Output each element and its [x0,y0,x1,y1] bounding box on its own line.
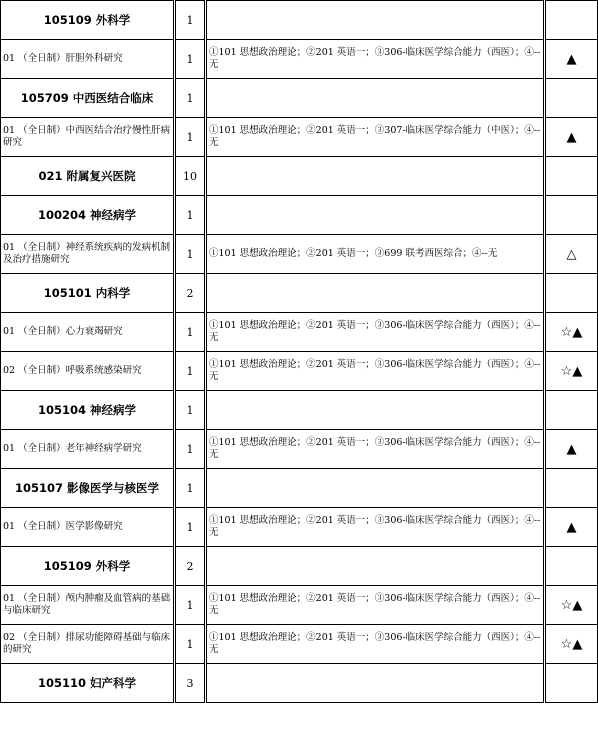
research-direction: 01 （全日制）老年神经病学研究 [1,430,175,469]
exam-subjects: ①101 思想政治理论；②201 英语一；③306-临床医学综合能力（西医）；④--无 [206,625,545,664]
table-row [1,508,598,547]
table-row [1,118,598,157]
enrollment-count: 1 [175,79,206,118]
exam-subjects: ①101 思想政治理论；②201 英语一；③306-临床医学综合能力（西医）；④--无 [206,40,545,79]
exam-subjects [206,469,545,508]
enrollment-count: 1 [175,391,206,430]
exam-subjects [206,1,545,40]
exam-subjects [206,157,545,196]
major-title: 105109 外科学 [1,547,175,586]
enrollment-count: 2 [175,274,206,313]
table-row [1,196,598,235]
table-row [1,235,598,274]
research-direction: 01 （全日制）心力衰竭研究 [1,313,175,352]
remark-mark [545,157,598,196]
enrollment-count: 1 [175,196,206,235]
enrollment-count: 1 [175,430,206,469]
exam-subjects [206,274,545,313]
exam-subjects [206,196,545,235]
table-row [1,313,598,352]
department-title: 021 附属复兴医院 [1,157,175,196]
exam-subjects [206,664,545,703]
major-title: 105109 外科学 [1,1,175,40]
enrollment-count: 1 [175,40,206,79]
table-row [1,664,598,703]
table-row [1,547,598,586]
remark-mark: ▲ [545,40,598,79]
remark-mark: ▲ [545,430,598,469]
remark-mark: △ [545,235,598,274]
enrollment-count: 1 [175,235,206,274]
major-title: 105110 妇产科学 [1,664,175,703]
remark-mark [545,1,598,40]
table-row [1,391,598,430]
exam-subjects [206,547,545,586]
research-direction: 01 （全日制）颅内肿瘤及血管病的基础与临床研究 [1,586,175,625]
enrollment-count: 1 [175,118,206,157]
table-row [1,1,598,40]
exam-subjects: ①101 思想政治理论；②201 英语一；③307-临床医学综合能力（中医）；④--无 [206,118,545,157]
remark-mark [545,664,598,703]
exam-subjects: ①101 思想政治理论；②201 英语一；③306-临床医学综合能力（西医）；④--无 [206,508,545,547]
exam-subjects: ①101 思想政治理论；②201 英语一；③306-临床医学综合能力（西医）；④--无 [206,313,545,352]
enrollment-count: 10 [175,157,206,196]
enrollment-count: 1 [175,352,206,391]
major-title: 100204 神经病学 [1,196,175,235]
exam-subjects [206,79,545,118]
research-direction: 01 （全日制）神经系统疾病的发病机制及治疗措施研究 [1,235,175,274]
research-direction: 01 （全日制）肝胆外科研究 [1,40,175,79]
exam-subjects [206,391,545,430]
remark-mark [545,196,598,235]
enrollment-count: 3 [175,664,206,703]
table-row [1,430,598,469]
remark-mark: ▲ [545,508,598,547]
enrollment-count: 1 [175,469,206,508]
remark-mark [545,469,598,508]
exam-subjects: ①101 思想政治理论；②201 英语一；③306-临床医学综合能力（西医）；④--无 [206,586,545,625]
enrollment-count: 1 [175,508,206,547]
remark-mark: ☆▲ [545,313,598,352]
table-row [1,274,598,313]
table-row [1,79,598,118]
remark-mark: ▲ [545,118,598,157]
table-row [1,469,598,508]
table-row [1,586,598,625]
enrollment-count: 1 [175,586,206,625]
major-title: 105101 内科学 [1,274,175,313]
exam-subjects: ①101 思想政治理论；②201 英语一；③699 联考西医综合；④--无 [206,235,545,274]
table-row [1,157,598,196]
research-direction: 01 （全日制）中西医结合治疗慢性肝病研究 [1,118,175,157]
enrollment-count: 1 [175,313,206,352]
research-direction: 01 （全日制）医学影像研究 [1,508,175,547]
remark-mark [545,547,598,586]
remark-mark [545,274,598,313]
major-title: 105709 中西医结合临床 [1,79,175,118]
remark-mark: ☆▲ [545,352,598,391]
remark-mark: ☆▲ [545,625,598,664]
remark-mark [545,79,598,118]
table-row [1,40,598,79]
exam-subjects: ①101 思想政治理论；②201 英语一；③306-临床医学综合能力（西医）；④--无 [206,430,545,469]
major-title: 105104 神经病学 [1,391,175,430]
enrollment-count: 2 [175,547,206,586]
major-title: 105107 影像医学与核医学 [1,469,175,508]
remark-mark: ☆▲ [545,586,598,625]
enrollment-count: 1 [175,625,206,664]
enrollment-count: 1 [175,1,206,40]
table-row [1,625,598,664]
table-row [1,352,598,391]
remark-mark [545,391,598,430]
research-direction: 02 （全日制）排尿功能障碍基础与临床的研究 [1,625,175,664]
research-direction: 02 （全日制）呼吸系统感染研究 [1,352,175,391]
exam-subjects: ①101 思想政治理论；②201 英语一；③306-临床医学综合能力（西医）；④--无 [206,352,545,391]
